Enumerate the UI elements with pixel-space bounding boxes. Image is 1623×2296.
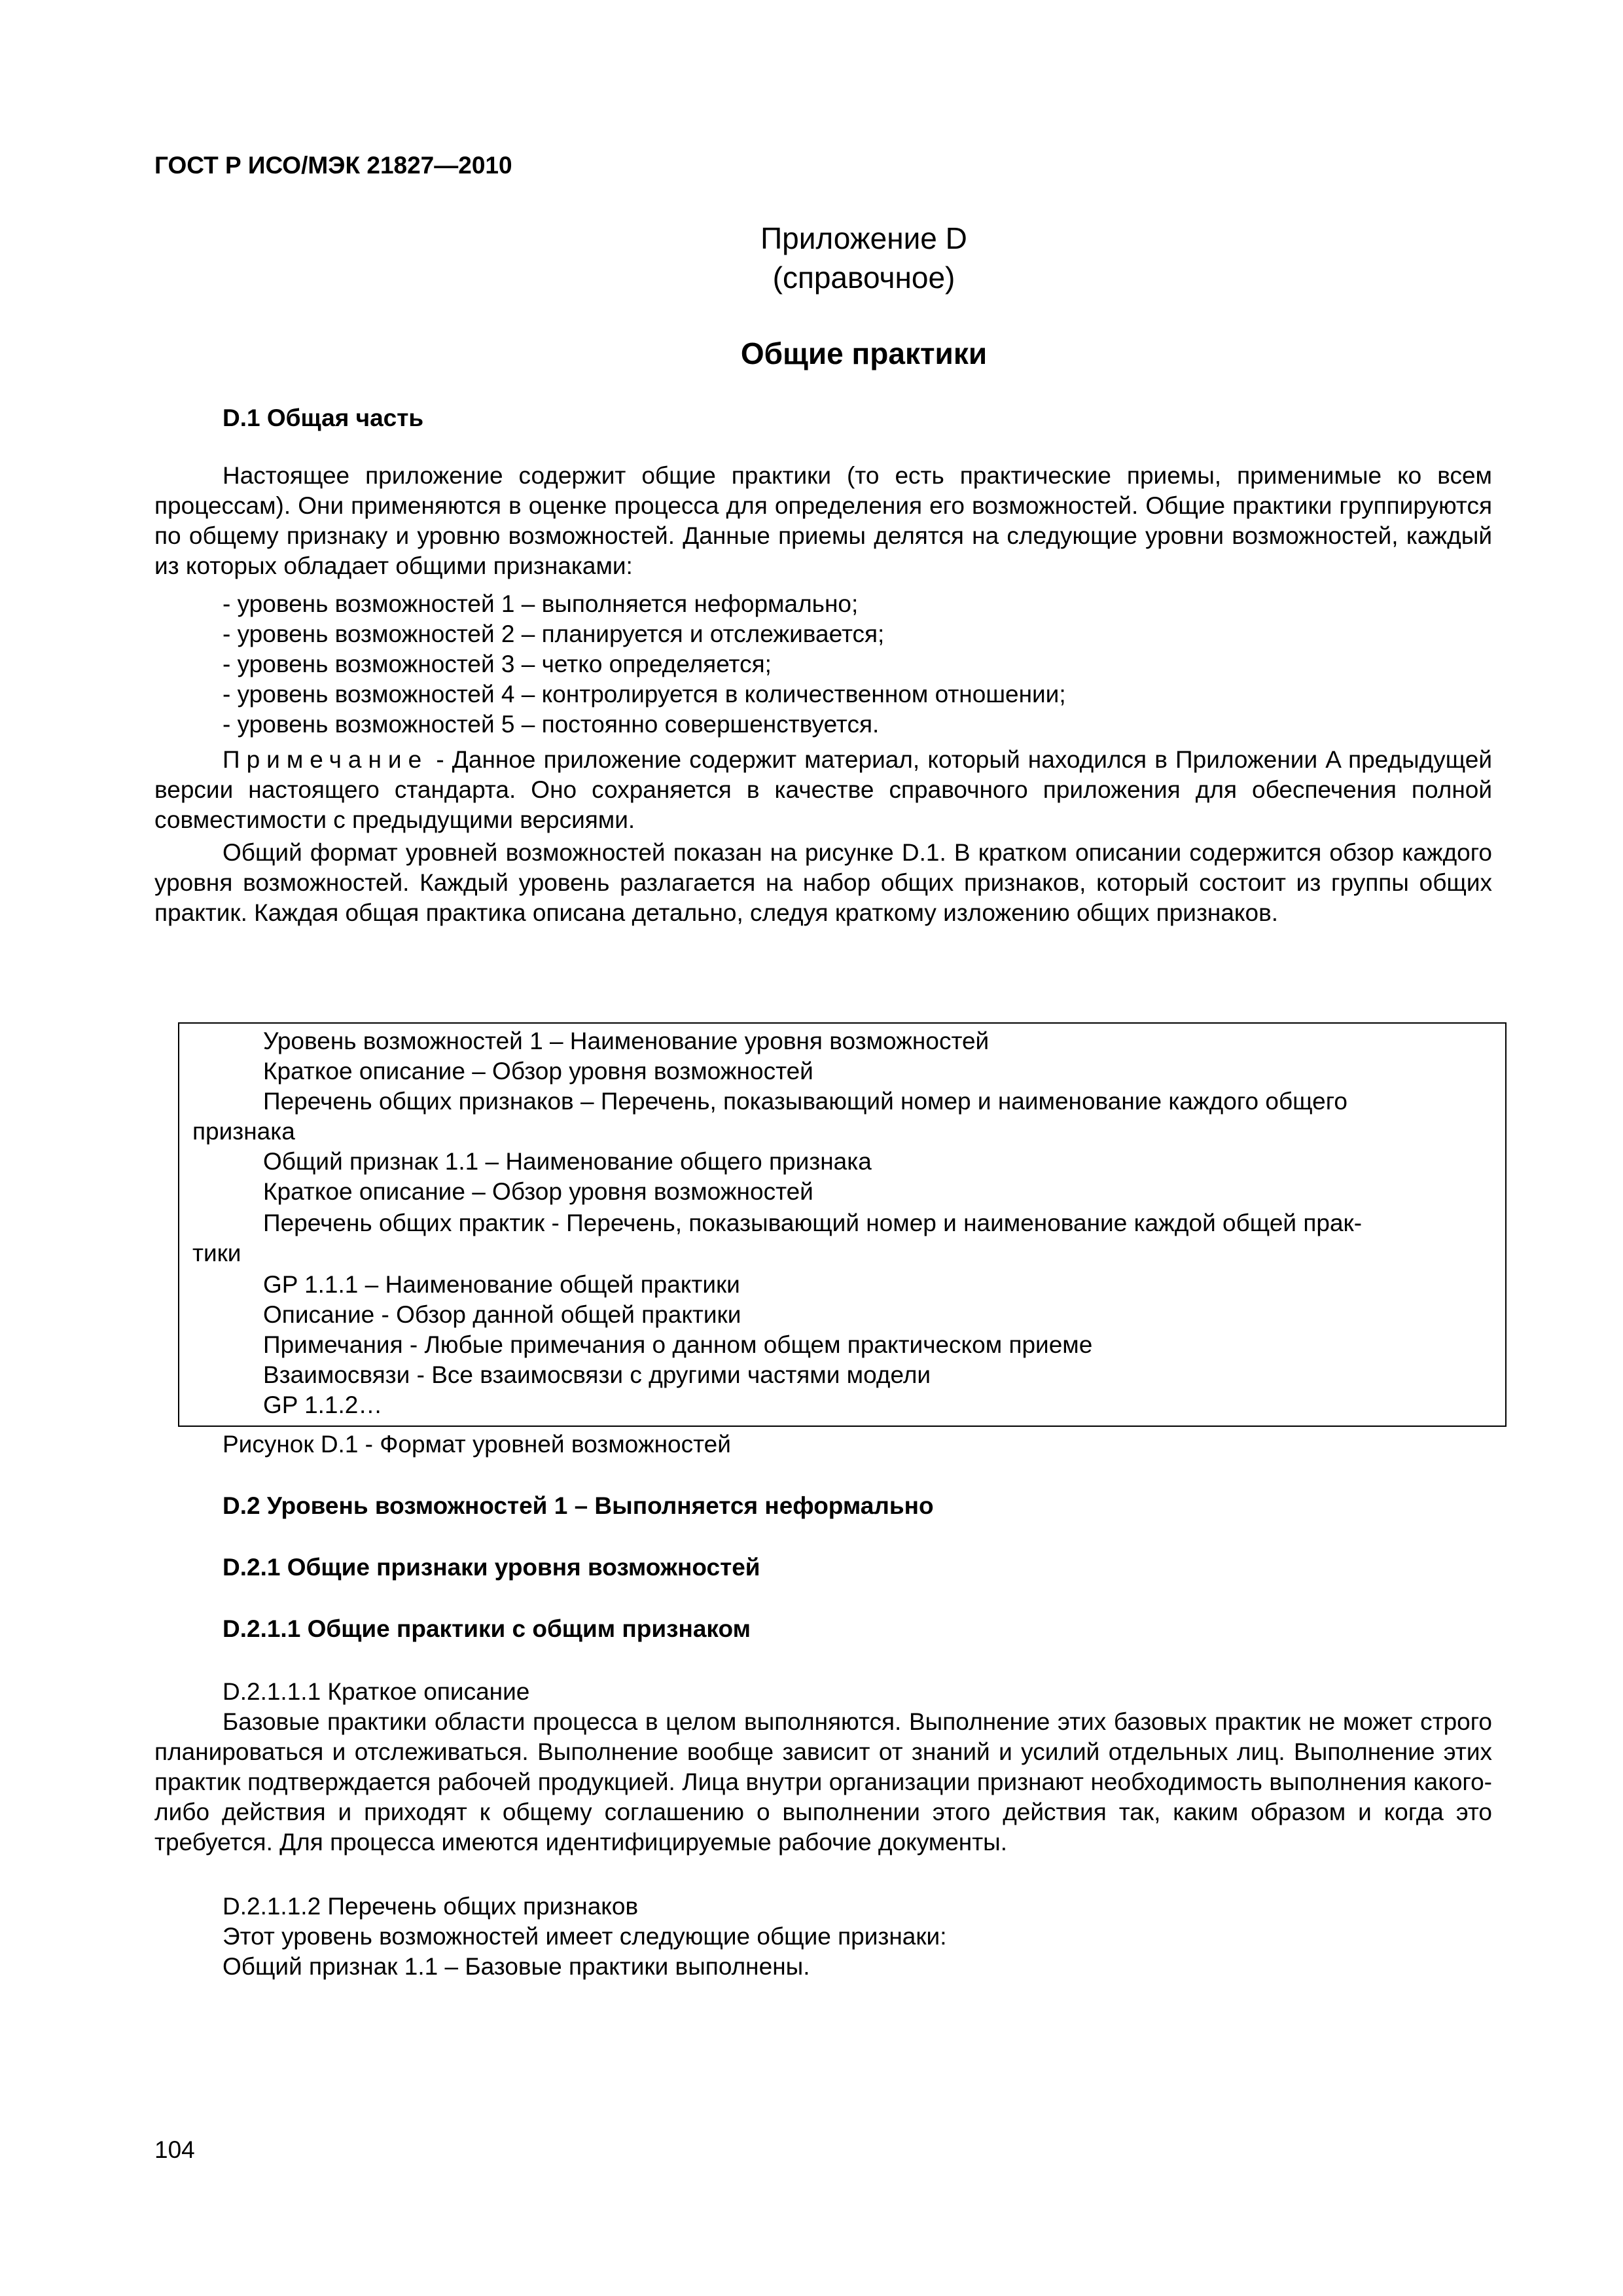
figure-line: тики bbox=[192, 1240, 241, 1266]
figure-line: Примечания - Любые примечания о данном общем практическом приеме bbox=[263, 1331, 1093, 1358]
figure-line: Общий признак 1.1 – Наименование общего признака bbox=[263, 1148, 872, 1175]
figure-line: Перечень общих признаков – Перечень, показывающий номер и наименование каждого общего bbox=[263, 1088, 1347, 1115]
page-number: 104 bbox=[154, 2136, 195, 2163]
figure-line: Описание - Обзор данной общей практики bbox=[263, 1301, 741, 1328]
section-d2-title: D.2 Уровень возможностей 1 – Выполняется неформально bbox=[223, 1492, 934, 1519]
section-d21-title: D.2.1 Общие признаки уровня возможностей bbox=[223, 1554, 760, 1581]
item-d2111-text: Базовые практики области процесса в целом выполняются. Выполнение этих базовых практик не может строго планироваться и отслеживаться. Выполнение вообще зависит от знаний и усилий отдельных лиц. Выполнение этих практик подтверждается рабочей продукцией. Лица внутри организации признают необходимость выполнения какого-либо действия и приходят к общему соглашению о выполнении этого действия так, каким образом и когда это требуется. Для процесса имеются идентифицируемые рабочие документы. bbox=[154, 1708, 1492, 1856]
item-d2111-title: D.2.1.1.1 Краткое описание bbox=[223, 1678, 530, 1705]
figure-line: GP 1.1.1 – Наименование общей практики bbox=[263, 1271, 740, 1298]
level-item: - уровень возможностей 5 – постоянно совершенствуется. bbox=[223, 711, 880, 738]
figure-line: Краткое описание – Обзор уровня возможностей bbox=[263, 1058, 813, 1085]
level-item: - уровень возможностей 1 – выполняется неформально; bbox=[223, 590, 859, 617]
figure-line: GP 1.1.2… bbox=[263, 1391, 383, 1418]
section-d1-intro: Настоящее приложение содержит общие практики (то есть практические приемы, применимые ко всем процессам). Они применяются в оценке процесса для определения его возможностей. Общие практики группируются по общему признаку и уровню возможностей. Данные приемы делятся на следующие уровни возможностей, каждый из которых обладает общими признаками: bbox=[154, 462, 1492, 579]
figure-line: Краткое описание – Обзор уровня возможностей bbox=[263, 1178, 813, 1205]
figure-line: Перечень общих практик - Перечень, показывающий номер и наименование каждой общей прак- bbox=[263, 1210, 1363, 1236]
level-item: - уровень возможностей 2 – планируется и отслеживается; bbox=[223, 620, 885, 647]
level-item: - уровень возможностей 3 – четко определяется; bbox=[223, 651, 772, 677]
item-d2112-title: D.2.1.1.2 Перечень общих признаков bbox=[223, 1893, 639, 1920]
figure-line: Уровень возможностей 1 – Наименование уровня возможностей bbox=[263, 1028, 990, 1054]
annex-heading: Общие практики bbox=[740, 336, 988, 370]
section-d211-title: D.2.1.1 Общие практики с общим признаком bbox=[223, 1615, 751, 1642]
item-d2112-text: Этот уровень возможностей имеет следующие общие признаки: bbox=[223, 1923, 947, 1950]
level-item: - уровень возможностей 4 – контролируется в количественном отношении; bbox=[223, 681, 1066, 708]
note-label: Примечание bbox=[223, 746, 429, 773]
figure-caption: Рисунок D.1 - Формат уровней возможностей bbox=[223, 1431, 731, 1458]
annex-subtitle: (справочное) bbox=[772, 260, 955, 295]
item-d2112-feature: Общий признак 1.1 – Базовые практики выполнены. bbox=[223, 1953, 810, 1980]
document-header: ГОСТ Р ИСО/МЭК 21827—2010 bbox=[154, 152, 512, 179]
section-d1-title: D.1 Общая часть bbox=[223, 404, 424, 431]
figure-line: признака bbox=[192, 1118, 295, 1145]
format-paragraph: Общий формат уровней возможностей показан на рисунке D.1. В кратком описании содержится обзор каждого уровня возможностей. Каждый уровень разлагается на набор общих признаков, который состоит из группы общих практик. Каждая общая практика описана детально, следуя краткому изложению общих признаков. bbox=[154, 839, 1492, 926]
note-paragraph bbox=[154, 745, 1492, 835]
note-text: - Данное приложение содержит материал, который находился в Приложении A предыдущей версии настоящего стандарта. Оно сохраняется в качестве справочного приложения для обеспечения полной совместимости с предыдущими версиями. bbox=[154, 746, 1492, 833]
figure-d1-box bbox=[178, 1022, 1507, 1427]
figure-line: Взаимосвязи - Все взаимосвязи с другими частями модели bbox=[263, 1361, 931, 1388]
annex-title: Приложение D bbox=[760, 221, 967, 255]
